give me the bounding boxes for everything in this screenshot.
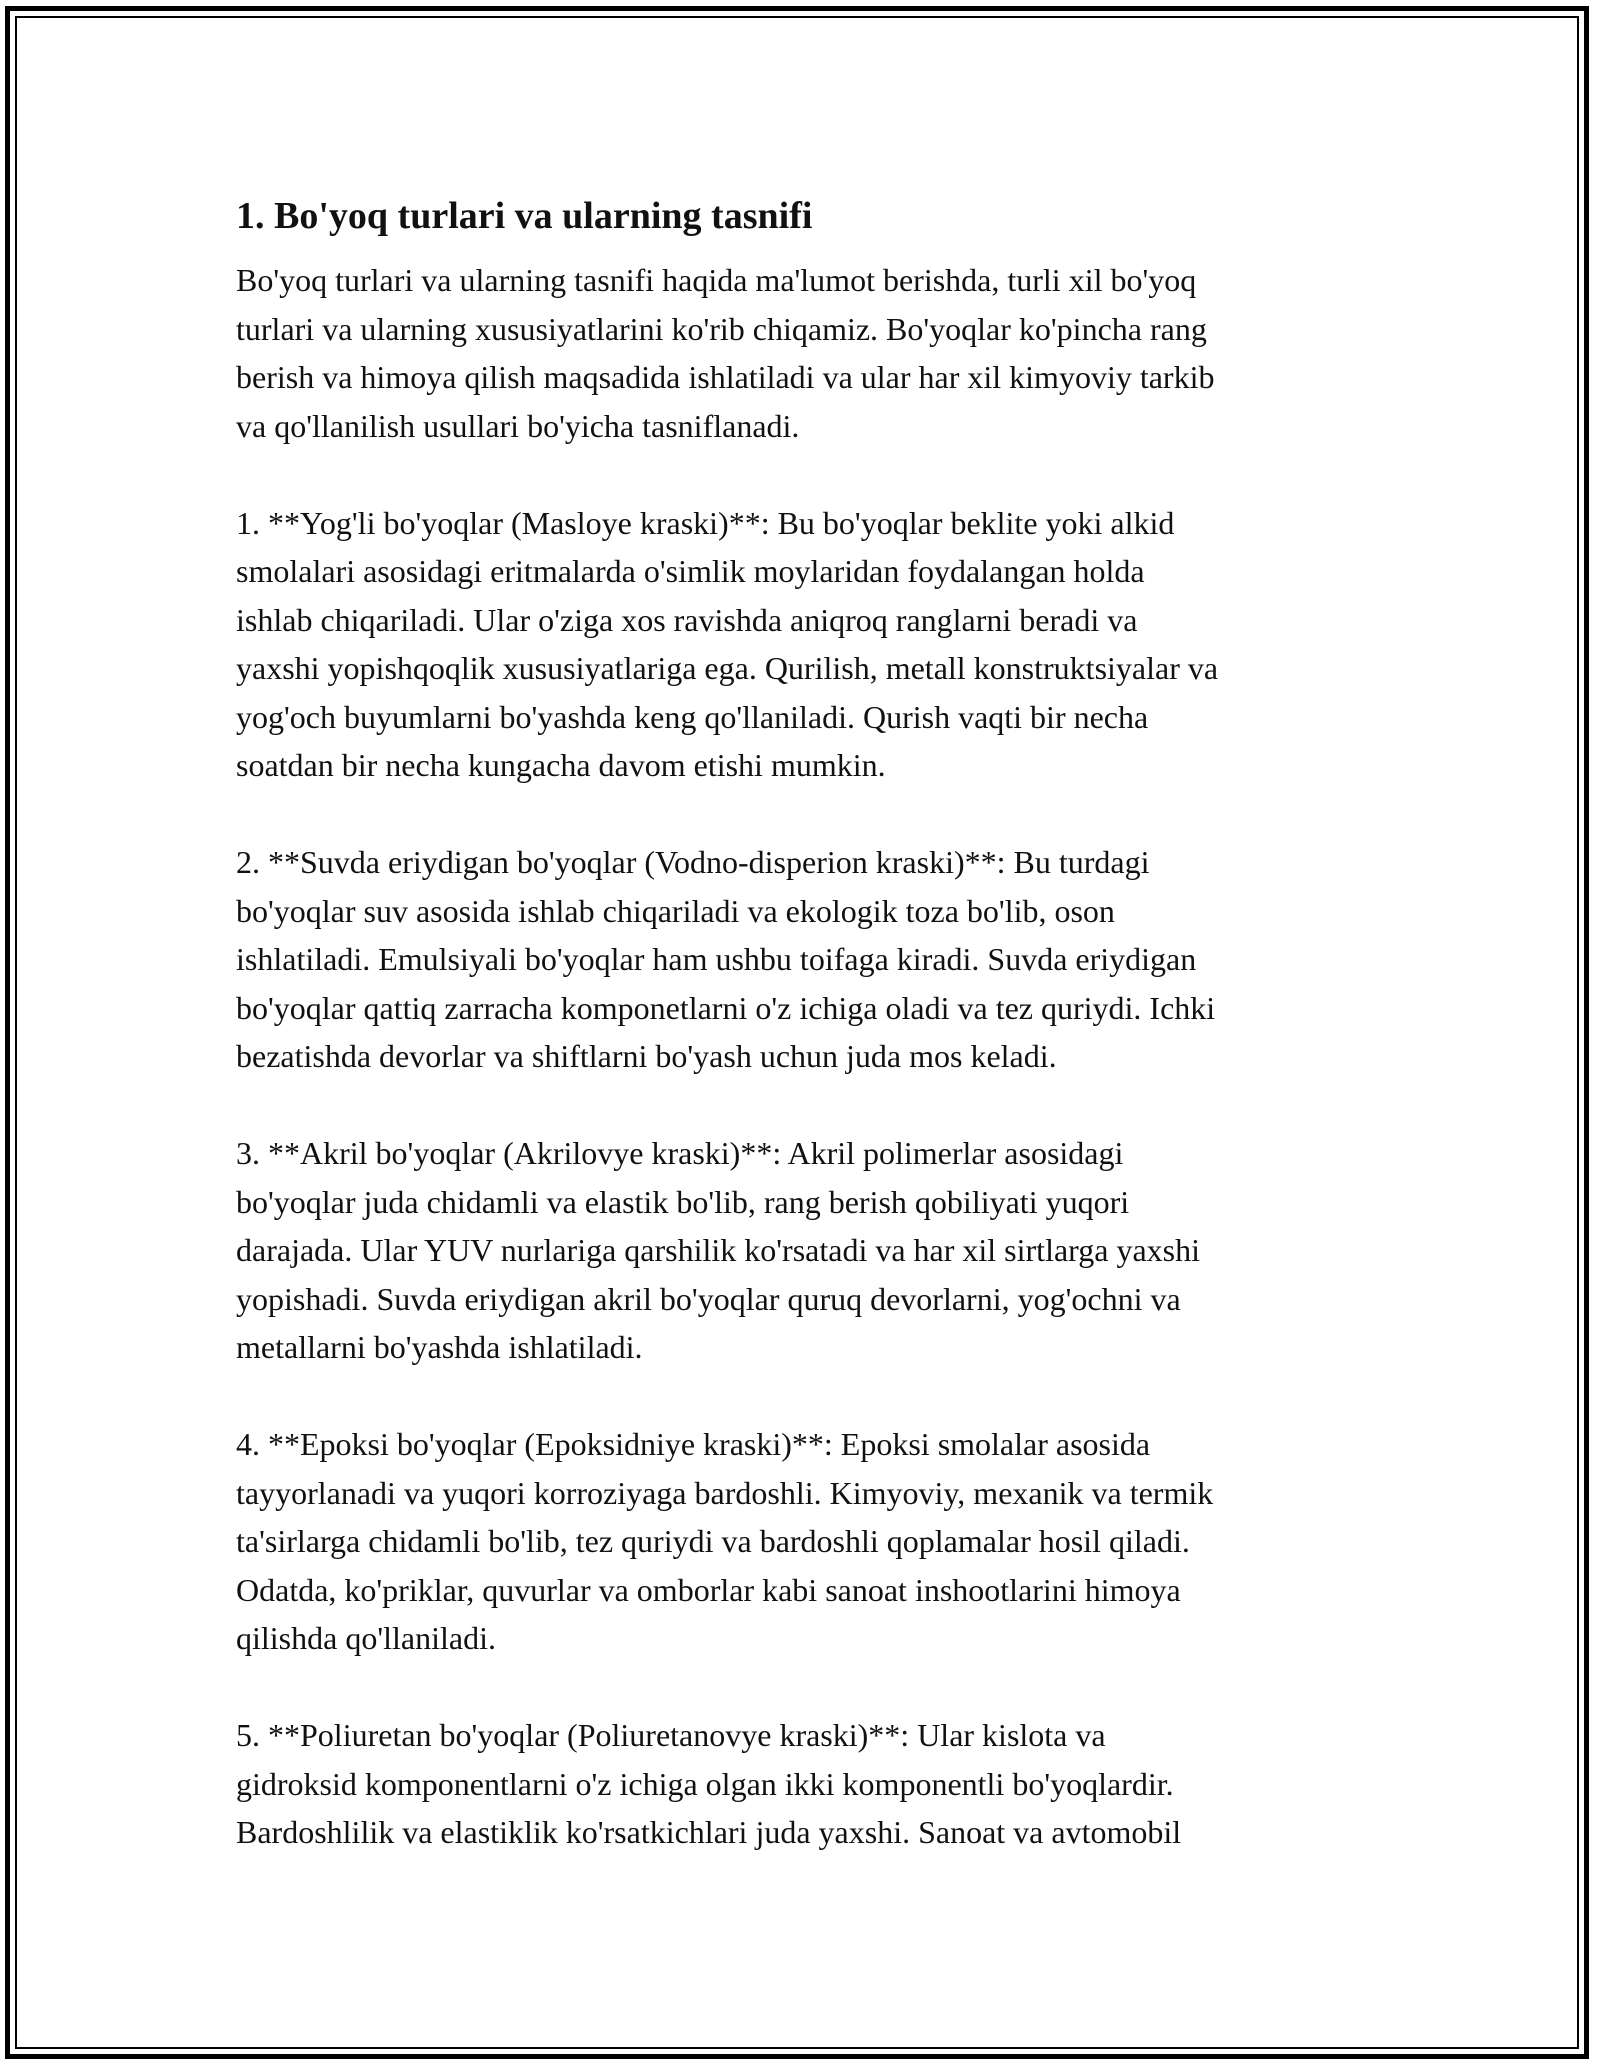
paragraph-epoxy-paints: 4. **Epoksi bo'yoqlar (Epoksidniye kraski)**: Epoksi smolalar asosida tayyorlanadi va yuqori korroziyaga bardoshli. Kimyoviy, mexanik va termik ta'sirlarga chidamli bo'lib, tez quriydi va bardoshli qoplamalar hosil qiladi. Odatda, ko'priklar, quvurlar va omborlar kabi sanoat inshootlarini himoya qilishda qo'llaniladi. bbox=[236, 1426, 1214, 1656]
document-body bbox=[236, 188, 1366, 1857]
paragraph-water-based-paints: 2. **Suvda eriydigan bo'yoqlar (Vodno-disperion kraski)**: Bu turdagi bo'yoqlar suv asosida ishlab chiqariladi va ekologik toza bo'lib, oson ishlatiladi. Emulsiyali bo'yoqlar ham ushbu toifaga kiradi. Suvda eriydigan bo'yoqlar qattiq zarracha komponetlarni o'z ichiga oladi va tez quriydi. Ichki bezatishda devorlar va shiftlarni bo'yash uchun juda mos keladi. bbox=[236, 844, 1216, 1074]
paragraph-oil-paints: 1. **Yog'li bo'yoqlar (Masloye kraski)**: Bu bo'yoqlar beklite yoki alkid smolalari asosidagi eritmalarda o'simlik moylaridan foydalangan holda ishlab chiqariladi. Ular o'ziga xos ravishda aniqroq ranglarni beradi va yaxshi yopishqoqlik xususiyatlariga ega. Qurilish, metall konstruktsiyalar va yog'och buyumlarni bo'yashda keng qo'llaniladi. Qurish vaqti bir necha soatdan bir necha kungacha davom etishi mumkin. bbox=[236, 504, 1219, 783]
section-heading: 1. Bo'yoq turlari va ularning tasnifi bbox=[236, 195, 813, 237]
paragraph-acrylic-paints: 3. **Akril bo'yoqlar (Akrilovye kraski)**: Akril polimerlar asosidagi bo'yoqlar juda chidamli va elastik bo'lib, rang berish qobiliyati yuqori darajada. Ular YUV nurlariga qarshilik ko'rsatadi va har xil sirtlarga yaxshi yopishadi. Suvda eriydigan akril bo'yoqlar quruq devorlarni, yog'ochni va metallarni bo'yashda ishlatiladi. bbox=[236, 1135, 1200, 1365]
intro-paragraph: Bo'yoq turlari va ularning tasnifi haqida ma'lumot berishda, turli xil bo'yoq turlari va ularning xususiyatlarini ko'rib chiqamiz. Bo'yoqlar ko'pincha rang berish va himoya qilish maqsadida ishlatiladi va ular har xil kimyoviy tarkib va qo'llanilish usullari bo'yicha tasniflanadi. bbox=[236, 262, 1215, 444]
paragraph-polyurethane-paints: 5. **Poliuretan bo'yoqlar (Poliuretanovye kraski)**: Ular kislota va gidroksid komponentlarni o'z ichiga olgan ikki komponentli bo'yoqlardir. Bardoshlilik va elastiklik ko'rsatkichlari juda yaxshi. Sanoat va avtomobil bbox=[236, 1717, 1182, 1850]
